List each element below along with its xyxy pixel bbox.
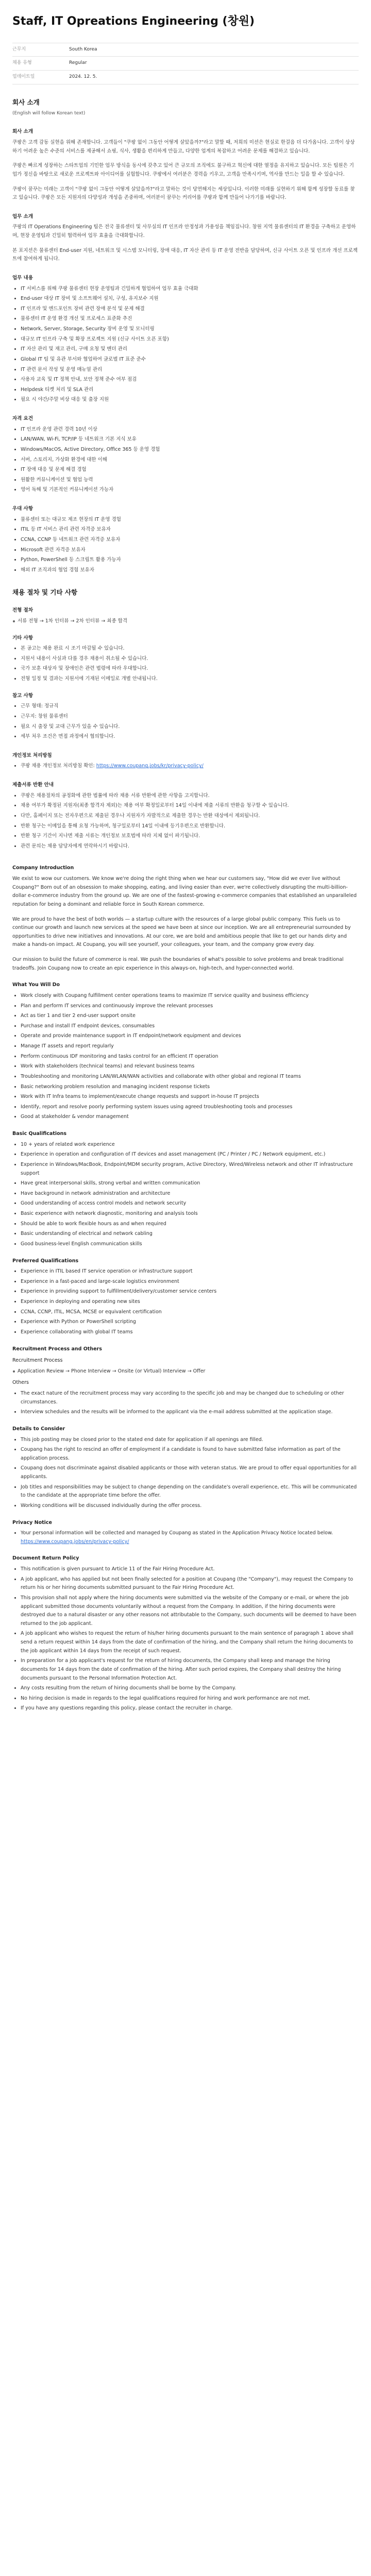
list-item: • 대규모 IT 인프라 구축 및 확장 프로젝트 지원 (신규 사이트 오픈 포함) — [21, 335, 359, 344]
list-item — [21, 762, 359, 771]
list-item: • If you have any questions regarding this policy, please contact the recruiter in charge. — [21, 1704, 359, 1713]
list-item: • Plan and perform IT services and continuously improve the relevant processes — [21, 1002, 359, 1011]
list-item: • Job titles and responsibilities may be subject to change depending on the candidate's overall experience, etc. This will be communicated to the candidate at the appropriate time before the offer. — [21, 1483, 359, 1500]
paragraph: 쿠팡의 IT Operations Engineering 팀은 전국 물류센터 및 사무실의 IT 인프라 안정성과 가용성을 책임집니다. 창원 지역 물류센터의 IT 환경을 구축하고 운영하며, 현장 운영팀과 긴밀히 협력하여 업무 효율을 극대화합니다. — [12, 224, 356, 239]
list-item: • Good understanding of access control models and network security — [21, 1199, 359, 1208]
list-item: • 사용자 교육 및 IT 정책 안내, 보안 정책 준수 여부 점검 — [21, 376, 359, 384]
list-item: • Work with IT Infra teams to implement/execute change requests and support in-house IT projects — [21, 1093, 359, 1101]
subheading-notes-ko: 참고 사항 — [12, 692, 33, 699]
list-item: • Perform continuous IDF monitoring and tasks control for an efficient IT operation — [21, 1053, 359, 1061]
subheading-role-en: What You Will Do — [12, 982, 60, 988]
preferred-qualifications-list-en — [12, 1267, 359, 1336]
subheading-others-ko: 기타 사항 — [12, 635, 33, 641]
list-item: • Have background in network administration and architecture — [21, 1190, 359, 1198]
list-item — [21, 1529, 359, 1546]
subheading-privacy-en: Privacy Notice — [12, 1519, 52, 1526]
list-item: • 10 + years of related work experience — [21, 1141, 359, 1149]
list-item: • 반환 청구는 이메일을 통해 요청 가능하며, 청구일로부터 14일 이내에 등기우편으로 반환합니다. — [21, 822, 359, 831]
list-item: • 근무 형태: 정규직 — [21, 702, 359, 711]
list-item: • CCNA, CCNP 등 네트워크 관련 자격증 보유자 — [21, 536, 359, 545]
list-item: • Experience in ITIL based IT service operation or infrastructure support — [21, 1267, 359, 1276]
list-item: • ITIL 등 IT 서비스 관리 관련 자격증 보유자 — [21, 526, 359, 534]
recruitment-process-list-en — [12, 1367, 359, 1376]
meta-row-employment-type — [12, 57, 359, 71]
subheading-privacy-ko: 개인정보 처리방침 — [12, 752, 52, 758]
list-item: • Experience in deploying and operating new sites — [21, 1298, 359, 1307]
subheading-preferred-qualifications-en: Preferred Qualifications — [12, 1258, 79, 1264]
paragraph: 쿠팡은 고객 감동 실현을 위해 존재합니다. 고객들이 "쿠팡 없이 그동안 어떻게 살았을까?"라고 말할 때, 저희의 미션은 현실로 한걸음 더 다가옵니다. 고객이 상상하기 어려운 높은 수준의 서비스를 제공해서 쇼핑, 식사, 생활을 편리하게 만들고, 다양한 업계의 복잡하고 어려운 문제를 해결하고 있습니다. — [12, 140, 355, 154]
list-item: • Global IT 팀 및 유관 부서와 협업하여 글로벌 IT 표준 준수 — [21, 355, 359, 364]
list-item: • Basic networking problem resolution and managing incident response tickets — [21, 1083, 359, 1092]
meta-value: South Korea — [69, 46, 97, 52]
list-item: • Experience in Windows/MacBook, Endpoint/MDM security program, Active Directory, Wired/Wireless network and other IT infrastructure support — [21, 1161, 359, 1178]
list-item: • Coupang does not discriminate against disabled applicants or those with veteran status. We are proud to offer equal opportunities for all applicants. — [21, 1464, 359, 1481]
list-item: • This provision shall not apply where the hiring documents were submitted via the website of the Company or e-mail, or where the job applicant submitted those documents voluntarily without a request from the Company. In addition, if the hiring documents were destroyed due to a natural disaster or any other reasons not attributable to the Company, such documents will be deemed to have been returned to the job applicant. — [21, 1594, 359, 1629]
language-note: (English will follow Korean text) — [12, 110, 86, 116]
others-list-ko — [12, 645, 359, 684]
list-item: • 해외 IT 조직과의 협업 경험 보유자 — [21, 566, 359, 575]
subheading-preferred-ko: 우대 사항 — [12, 506, 33, 512]
notes-list-ko — [12, 702, 359, 741]
list-item: • 본 공고는 채용 완료 시 조기 마감될 수 있습니다. — [21, 645, 359, 653]
list-item: • 근무지: 창원 물류센터 — [21, 713, 359, 721]
list-item: • 지원서 내용이 사실과 다를 경우 채용이 취소될 수 있습니다. — [21, 655, 359, 664]
list-item: • CCNA, CCNP, ITIL, MCSA, MCSE or equivalent certification — [21, 1308, 359, 1317]
meta-row-updated-date — [12, 71, 359, 84]
list-item: • In preparation for a job applicant's request for the return of hiring documents, the Company shall keep and manage the hiring documents for 14 days from the date of confirmation of the hiring. After such period expires, the Company shall destroy the hiring documents pursuant to the Personal Information Protection Act. — [21, 1657, 359, 1683]
list-item: • 원활한 커뮤니케이션 및 협업 능력 — [21, 476, 359, 485]
subheading-qualifications-ko: 자격 요건 — [12, 416, 33, 422]
list-item: • 다만, 홈페이지 또는 전자우편으로 제출된 경우나 지원자가 자발적으로 제출한 경우는 반환 대상에서 제외됩니다. — [21, 812, 359, 821]
subheading-others-en: Others — [12, 1380, 29, 1386]
list-item: • Work with stakeholders (technical teams) and relevant business teams — [21, 1062, 359, 1071]
list-item: • Any costs resulting from the return of hiring documents shall be borne by the Company. — [21, 1684, 359, 1693]
list-item: • 필요 시 야간/주말 비상 대응 및 출장 지원 — [21, 396, 359, 404]
subheading-details-en: Details to Consider — [12, 1426, 65, 1432]
section-title-company-ko: 회사 소개 — [12, 98, 40, 106]
list-item: • The exact nature of the recruitment process may vary according to the specific job and may be changed due to scheduling or other circumstances. — [21, 1389, 359, 1406]
list-item: • 전형 일정 및 결과는 지원서에 기재된 이메일로 개별 안내됩니다. — [21, 675, 359, 684]
qualifications-list-ko — [12, 426, 359, 495]
list-item: • LAN/WAN, Wi-Fi, TCP/IP 등 네트워크 기본 지식 보유 — [21, 435, 359, 444]
list-item: • Have great interpersonal skills, strong verbal and written communication — [21, 1179, 359, 1188]
list-item: • No hiring decision is made in regards to the legal qualifications required for hiring and work performance are not met. — [21, 1694, 359, 1703]
list-item: • Should be able to work flexible hours as and when required — [21, 1220, 359, 1229]
meta-key: 채용 유형 — [12, 60, 32, 66]
subheading-recruitment-process-en: Recruitment Process — [12, 1358, 63, 1364]
list-item: • A job applicant who wishes to request the return of his/her hiring documents pursuant to the main sentence of paragraph 1 above shall send a return request within 14 days from the date of confirmation of the hiring, and the Company shall return the hiring documents to the job applicant within 14 days from the receipt of such request. — [21, 1630, 359, 1655]
list-item: • Experience with Python or PowerShell scripting — [21, 1318, 359, 1327]
paragraph: Our mission to build the future of commerce is real. We push the boundaries of what's possible to solve problems and break traditional tradeoffs. Join Coupang now to create an epic experience in this always-on, high-tech, and hyper-connected world. — [12, 957, 344, 971]
meta-value: 2024. 12. 5. — [69, 74, 97, 80]
paragraph: We are proud to have the best of both worlds — a startup culture with the resources of a large global public company. This fuels us to continue our growth and launch new services at the speed we have been at since our inception. We are all entrepreneurial surrounded by opportunities to drive new initiatives and innovations. At our core, we are bold and ambitious people that like to get our hands dirty and make a hands-on impact. At Coupang, you will see yourself, your colleagues, your team, and the company grow every day. — [12, 916, 351, 948]
list-item: • End-user 대상 IT 장비 및 소프트웨어 설치, 구성, 유지보수 지원 — [21, 295, 359, 303]
list-item: • Identify, report and resolve poorly performing system issues using agreed troubleshooting tools and processes — [21, 1103, 359, 1112]
list-item: • This notification is given pursuant to Article 11 of the Fair Hiring Procedure Act. — [21, 1565, 359, 1574]
list-item: • Helpdesk 티켓 처리 및 SLA 관리 — [21, 386, 359, 395]
list-item: • Experience collaborating with global IT teams — [21, 1328, 359, 1337]
list-item: • Act as tier 1 and tier 2 end-user support onsite — [21, 1012, 359, 1021]
list-item: 서류 전형 → 1차 인터뷰 → 2차 인터뷰 → 최종 합격 — [12, 617, 359, 626]
list-item: • Working conditions will be discussed individually during the offer process. — [21, 1502, 359, 1511]
list-item: • Network, Server, Storage, Security 장비 운영 및 모니터링 — [21, 325, 359, 334]
privacy-policy-link-en[interactable]: https://www.coupang.jobs/en/privacy-policy/ — [21, 1538, 129, 1545]
list-item: • Good business-level English communication skills — [21, 1240, 359, 1249]
document-return-list-en — [12, 1565, 359, 1713]
others-list-en — [12, 1389, 359, 1417]
privacy-policy-link-ko[interactable]: https://www.coupang.jobs/kr/privacy-policy/ — [96, 763, 204, 769]
list-item: • IT 관련 문서 작성 및 운영 매뉴얼 관리 — [21, 366, 359, 375]
list-item: • IT 인프라 및 엔드포인트 장비 관련 장애 분석 및 문제 해결 — [21, 305, 359, 314]
subheading-responsibilities-ko: 업무 내용 — [12, 275, 33, 281]
list-item: • 세부 처우 조건은 면접 과정에서 협의합니다. — [21, 733, 359, 741]
list-item: • 물류센터 IT 운영 환경 개선 및 프로세스 표준화 추진 — [21, 315, 359, 324]
list-item: • 채용 여부가 확정된 지원자(최종 합격자 제외)는 채용 여부 확정일로부터 14일 이내에 제출 서류의 반환을 청구할 수 있습니다. — [21, 802, 359, 810]
subheading-basic-qualifications-en: Basic Qualifications — [12, 1131, 67, 1137]
basic-qualifications-list-en — [12, 1141, 359, 1249]
list-item: • Experience in operation and configuration of IT devices and asset management (PC / Printer / PC / Network equipment, etc.) — [21, 1150, 359, 1159]
section-title-process-ko: 채용 절차 및 기타 사항 — [12, 588, 78, 597]
subheading-company-intro-ko: 회사 소개 — [12, 129, 33, 135]
list-item: • 관련 문의는 채용 담당자에게 연락하시기 바랍니다. — [21, 842, 359, 851]
list-item: • IT 인프라 운영 관련 경력 10년 이상 — [21, 426, 359, 434]
paragraph: 쿠팡은 빠르게 성장하는 스타트업의 기민한 업무 방식을 동시에 갖추고 있어 큰 규모의 조직에도 불구하고 혁신에 대한 열정을 유지하고 있습니다. 모든 팀원은 기업가 정신을 바탕으로 새로운 프로젝트와 아이디어를 실험합니다. 쿠팡에서 여러분은 경력을 키우고, 고객을 만족시키며, 역사를 만드는 일을 할 수 있습니다. — [12, 163, 354, 177]
list-item: • Experience in a fast-paced and large-scale logistics environment — [21, 1278, 359, 1286]
privacy-text-ko: 쿠팡 채용 개인정보 처리방침 확인: — [21, 763, 95, 769]
list-item: • 필요 시 출장 및 교대 근무가 있을 수 있습니다. — [21, 723, 359, 732]
meta-value: Regular — [69, 60, 87, 66]
list-item: • This job posting may be closed prior to the stated end date for application if all openings are filled. — [21, 1436, 359, 1445]
privacy-list-ko — [12, 762, 359, 771]
role-list-en — [12, 992, 359, 1122]
list-item: • 물류센터 또는 대규모 제조 현장의 IT 운영 경험 — [21, 516, 359, 524]
list-item: • 영어 독해 및 기본적인 커뮤니케이션 가능자 — [21, 486, 359, 495]
meta-key: 근무지 — [12, 46, 26, 52]
subheading-document-return-ko: 제출서류 반환 안내 — [12, 782, 54, 788]
details-list-en — [12, 1436, 359, 1511]
document-return-list-ko — [12, 792, 359, 851]
list-item: • 국가 보훈 대상자 및 장애인은 관련 법령에 따라 우대합니다. — [21, 665, 359, 673]
list-item: • 쿠팡은 채용절차의 공정화에 관한 법률에 따라 채용 서류 반환에 관한 사항을 고지합니다. — [21, 792, 359, 801]
list-item: • Experience in providing support to fulfillment/delivery/customer service centers — [21, 1287, 359, 1296]
list-item: • 서버, 스토리지, 가상화 환경에 대한 이해 — [21, 456, 359, 465]
page-title: Staff, IT Opreations Engineering (창원) — [12, 15, 255, 28]
list-item: • Troubleshooting and monitoring LAN/WLAN/WAN activities and collaborate with other global and regional IT teams — [21, 1073, 359, 1081]
list-item: • Manage IT assets and report regularly — [21, 1042, 359, 1051]
list-item: • 반환 청구 기간이 지나면 제출 서류는 개인정보 보호법에 따라 지체 없이 파기됩니다. — [21, 832, 359, 841]
privacy-text-en: Your personal information will be collected and managed by Coupang as stated in the Application Privacy Notice located below. — [21, 1530, 333, 1536]
process-list-ko — [12, 617, 359, 626]
subheading-recruitment-en: Recruitment Process and Others — [12, 1346, 102, 1352]
privacy-list-en — [12, 1529, 359, 1546]
list-item: • Purchase and install IT endpoint devices, consumables — [21, 1022, 359, 1031]
preferred-list-ko — [12, 516, 359, 575]
list-item: • Operate and provide maintenance support in IT endpoint/network equipment and devices — [21, 1032, 359, 1041]
list-item: • Windows/MacOS, Active Directory, Office 365 등 운영 경험 — [21, 446, 359, 454]
responsibilities-list-ko — [12, 285, 359, 405]
paragraph: 본 포지션은 물류센터 End-user 지원, 네트워크 및 시스템 모니터링, 장애 대응, IT 자산 관리 등 IT 운영 전반을 담당하며, 신규 사이트 오픈 및 인프라 개선 프로젝트에 참여하게 됩니다. — [12, 247, 358, 262]
job-meta-table — [12, 43, 359, 84]
list-item: • Python, PowerShell 등 스크립트 활용 가능자 — [21, 556, 359, 565]
subheading-document-return-en: Document Return Policy — [12, 1555, 79, 1562]
paragraph: 쿠팡이 꿈꾸는 미래는 고객이 "쿠팡 없이 그동안 어떻게 살았을까?"라고 말하는 것이 당연해지는 세상입니다. 이러한 미래를 실현하기 위해 함께 성장할 동료를 찾고 있습니다. 쿠팡은 모든 지원자의 다양성과 개성을 존중하며, 여러분이 꿈꾸는 커리어를 쿠팡과 함께 만들어 나가기를 바랍니다. — [12, 186, 355, 201]
list-item: • Interview schedules and the results will be informed to the applicant via the e-mail address submitted at the application stage. — [21, 1408, 359, 1417]
list-item: • Basic understanding of electrical and network cabling — [21, 1230, 359, 1239]
list-item: • Work closely with Coupang fulfillment center operations teams to maximize IT service quality and business efficiency — [21, 992, 359, 1001]
list-item: • Microsoft 관련 자격증 보유자 — [21, 546, 359, 555]
paragraph: We exist to wow our customers. We know we're doing the right thing when we hear our customers say, "How did we ever live without Coupang?" Born out of an obsession to make shopping, eating, and living easier than ever, we're collectively disrupting the multi-billion-dollar e-commerce industry from the ground up. We are one of the fastest-growing e-commerce companies that established an unparalleled reputation for being a dominant and reliable force in South Korean commerce. — [12, 876, 357, 907]
list-item: • A job applicant, who has applied but not been finally selected for a position at Coupang (the "Company"), may request the Company to return his or her hiring documents submitted pursuant to the Fair Hiring Procedure Act. — [21, 1575, 359, 1592]
subheading-process-ko: 전형 절차 — [12, 607, 33, 614]
list-item: • IT 자산 관리 및 재고 관리, 구매 요청 및 벤더 관리 — [21, 345, 359, 354]
list-item: • Basic experience with network diagnostic, monitoring and analysis tools — [21, 1210, 359, 1218]
subheading-company-intro-en: Company Introduction — [12, 865, 74, 871]
subheading-role-ko: 업무 소개 — [12, 213, 33, 219]
list-item: • IT 장애 대응 및 문제 해결 경험 — [21, 466, 359, 474]
list-item: Application Review → Phone Interview → Onsite (or Virtual) Interview → Offer — [12, 1367, 359, 1376]
company-intro-ko — [12, 139, 359, 202]
list-item: • Good at stakeholder & vendor management — [21, 1113, 359, 1122]
role-intro-ko — [12, 223, 359, 264]
meta-row-location — [12, 43, 359, 57]
company-intro-en — [12, 875, 359, 973]
list-item: • IT 서비스를 위해 쿠팡 물류센터 현장 운영팀과 긴밀하게 협업하여 업무 효율 극대화 — [21, 285, 359, 294]
meta-key: 업데이트일 — [12, 74, 35, 80]
list-item: • Coupang has the right to rescind an offer of employment if a candidate is found to have submitted false information as part of the application process. — [21, 1446, 359, 1463]
